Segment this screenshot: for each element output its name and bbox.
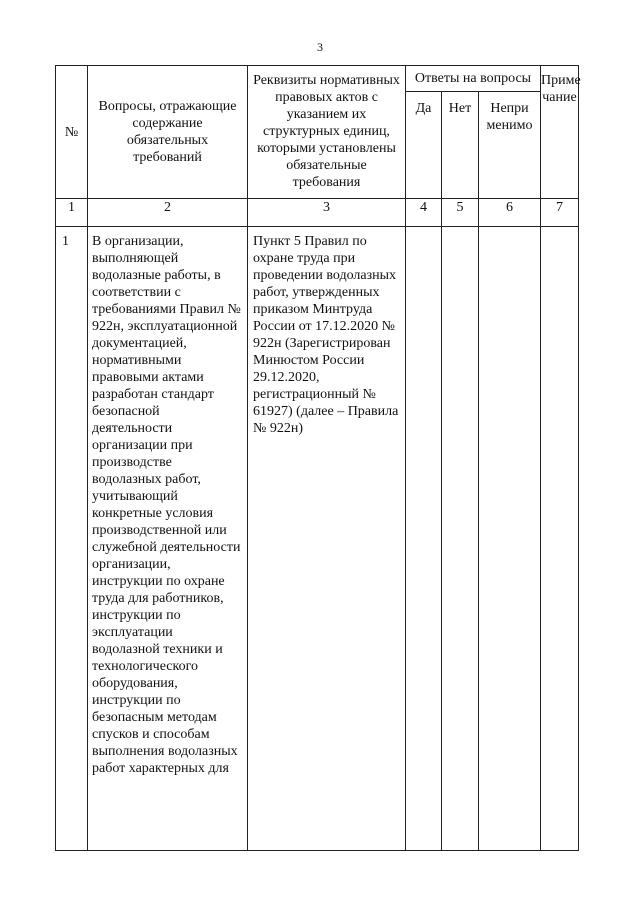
column-number: 4 — [406, 199, 442, 227]
header-requisites: Реквизиты нормативных правовых актов с указанием их структурных единиц, которыми установлены обязательные требования — [248, 66, 406, 199]
table-row — [56, 227, 579, 851]
header-not-applicable: Непри менимо — [479, 92, 541, 199]
row-number: 1 — [56, 227, 88, 851]
header-note: Приме чание — [541, 66, 579, 199]
header-number: № — [56, 66, 88, 199]
row-question: В организации, выполняющей водолазные работы, в соответствии с требованиями Правил № 922н, эксплуатационной документацией, нормативными правовыми актами разработан стандарт безопасной деятельности организации при производстве водолазных работ, учитывающий конкретные условия производственной или служебной деятельности организации, инструкции по охране труда для работников, инструкции по эксплуатации водолазной техники и технологического оборудования, инструкции по безопасным методам спусков и способам выполнения водолазных работ характерных для — [88, 227, 248, 851]
column-number-row — [56, 199, 579, 227]
page-number: 3 — [317, 40, 323, 54]
answer-not-applicable-cell[interactable] — [479, 227, 541, 851]
note-cell[interactable] — [541, 227, 579, 851]
column-number: 2 — [88, 199, 248, 227]
header-question: Вопросы, отражающие содержание обязательных требований — [88, 66, 248, 199]
column-number: 6 — [479, 199, 541, 227]
header-yes: Да — [406, 92, 442, 199]
header-row — [56, 66, 579, 92]
answer-no-cell[interactable] — [442, 227, 479, 851]
answer-yes-cell[interactable] — [406, 227, 442, 851]
column-number: 3 — [248, 199, 406, 227]
column-number: 1 — [56, 199, 88, 227]
checklist-table — [55, 65, 579, 851]
header-no-answer: Нет — [442, 92, 479, 199]
row-requisites: Пункт 5 Правил по охране труда при проведении водолазных работ, утвержденных приказом Минтруда России от 17.12.2020 № 922н (Зарегистрирован Минюстом России 29.12.2020, регистрационный № 61927) (далее – Правила № 922н) — [248, 227, 406, 851]
column-number: 5 — [442, 199, 479, 227]
column-number: 7 — [541, 199, 579, 227]
header-answers: Ответы на вопросы — [406, 66, 541, 92]
